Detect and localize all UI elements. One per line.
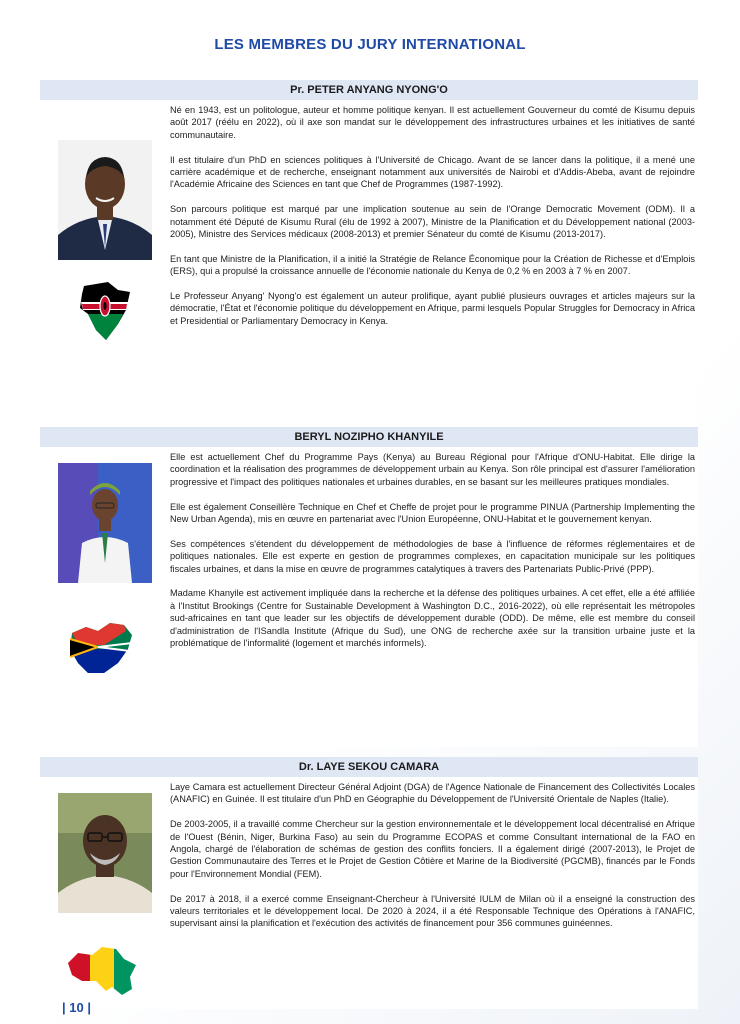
bio-paragraph: Laye Camara est actuellement Directeur Général Adjoint (DGA) de l'Agence Nationale de Financement des Collectivités Locales (ANAFIC) en Guinée. Il est titulaire d'un PhD en Géographie du Développement de l'Université Orientale de Naples (Italie).	[170, 782, 695, 805]
bio-paragraph: Son parcours politique est marqué par une implication soutenue au sein de l'Orange Democratic Movement (ODM). Il a notamment été Député de Kisumu Rural (élu de 1992 à 2007), Ministre de la Planification et du Développement national (2003-2005), Ministre des Services médicaux (2008-2013) et premier Sénateur du comté de Kisumu (2013-2017).	[170, 204, 695, 240]
jury-member-3	[40, 757, 698, 1009]
south-africa-flag-map-icon	[68, 619, 136, 682]
bio-paragraph: Né en 1943, est un politologue, auteur et homme politique kenyan. Il est actuellement Gouverneur du comté de Kisumu depuis août 2017 (réélu en 2022), où il axe son mandat sur le développement des infrastructures urbaines et les initiatives de santé communautaire.	[170, 105, 695, 140]
member-bio	[170, 781, 695, 942]
bio-paragraph: De 2017 à 2018, il a exercé comme Enseignant-Chercheur à l'Université IULM de Milan où il a enseigné la construction des valeurs territoriales et le développement local. De 2020 à 2024, il a été Responsable Technique des Opérations à l'ANAFIC, supervisant ainsi la planification et l'exécution des activités de financement pour 356 communes guinéennes.	[170, 893, 695, 929]
bio-paragraph: Le Professeur Anyang' Nyong'o est également un auteur prolifique, ayant publié plusieurs ouvrages et articles majeurs sur la démocratie, l'État et l'économie politique du développement en Afrique, parmi lesquels Popular Struggles for Democracy in Africa et Presidential or Parliamentary Democracy in Kenya.	[170, 291, 695, 326]
bio-paragraph: En tant que Ministre de la Planification, il a initié la Stratégie de Relance Économique pour la Création de Richesse et d'Emplois (ERS), qui a propulsé la croissance annuelle de l'économie nationale du Kenya de 0,2 % en 2003 à 7 % en 2007.	[170, 253, 695, 277]
member-name: Dr. LAYE SEKOU CAMARA	[40, 757, 698, 777]
member-name: BERYL NOZIPHO KHANYILE	[40, 427, 698, 447]
jury-member-1	[40, 80, 698, 430]
bio-paragraph: Il est titulaire d'un PhD en sciences politiques à l'Université de Chicago. Avant de se lancer dans la politique, il a mené une carrière académique et de recherche, enseignant notamment aux universités de Nairobi et d'Addis-Abeba, avant de rejoindre l'Académie Africaine des Sciences en tant que Chef de Programmes (1987-1992).	[170, 154, 695, 190]
bio-paragraph: Ses compétences s'étendent du développement de méthodologies de base à l'influence de réformes réglementaires et de politiques nationales. Elle est experte en gestion de programmes complexes, en capacitation municipale sur les politiques fiscales urbaines, et dans la mise en œuvre de programmes catalytiques à travers des Partenariats Public-Privé (PPP).	[170, 538, 695, 574]
bio-paragraph: Elle est actuellement Chef du Programme Pays (Kenya) au Bureau Régional pour l'Afrique d'ONU-Habitat. Elle dirige la coordination et la réalisation des programmes de développement urbain au Kenya. Son rôle principal est d'assurer l'amélioration progressive et l'impact des politiques nationales et urbaines durables, en se basant sur les meilleures pratiques mondiales.	[170, 452, 695, 487]
member-photo	[58, 793, 152, 913]
jury-member-2	[40, 427, 698, 747]
page-title: LES MEMBRES DU JURY INTERNATIONAL	[214, 36, 526, 53]
bio-paragraph: Madame Khanyile est activement impliquée dans la recherche et la défense des politiques urbaines. A cet effet, elle a été affiliée à l'Institut Brookings (Centre for Sustainable Development à Washington D.C., 2016-2022), où elle représentait les métropoles sud-africaines en tant que leader sur les objectifs de développement durable (ODD). De même, elle est membre du conseil d'administration de l'ISandla Institute (Afrique du Sud), une ONG de recherche axée sur la transition urbaine juste et la problématique de l'informalité (logement et marchés informels).	[170, 588, 695, 649]
bio-paragraph: Elle est également Conseillère Technique en Chef et Cheffe de projet pour le programme PINUA (Partnership Implementing the New Urban Agenda), mis en œuvre en partenariat avec l'Union Européenne, ONU-Habitat et le gouvernement kenyan.	[170, 501, 695, 525]
guinea-flag-map-icon	[66, 941, 138, 1002]
bio-paragraph: De 2003-2005, il a travaillé comme Chercheur sur la gestion environnementale et le développement local décentralisé en Afrique de l'Ouest (Bénin, Niger, Burkina Faso) au sein du Programme ECOPAS et comme Consultant international de la FAO en Angola, chargé de l'élaboration de schémas de gestion des conflits fonciers. Il a également dirigé (2007-2013), le Projet de Gestion Communautaire des Terres et le Projet de Gestion Côtière et Marine de la Biodiversité (PGCMB), financés par le Fonds pour l'Environnement Mondial (FEM).	[170, 819, 695, 879]
member-photo	[58, 463, 152, 583]
kenya-flag-map-icon	[78, 280, 132, 347]
member-photo	[58, 140, 152, 260]
member-bio	[170, 104, 695, 340]
member-name: Pr. PETER ANYANG NYONG'O	[40, 80, 698, 100]
page-number: | 10 |	[62, 1000, 91, 1015]
member-bio	[170, 451, 695, 662]
